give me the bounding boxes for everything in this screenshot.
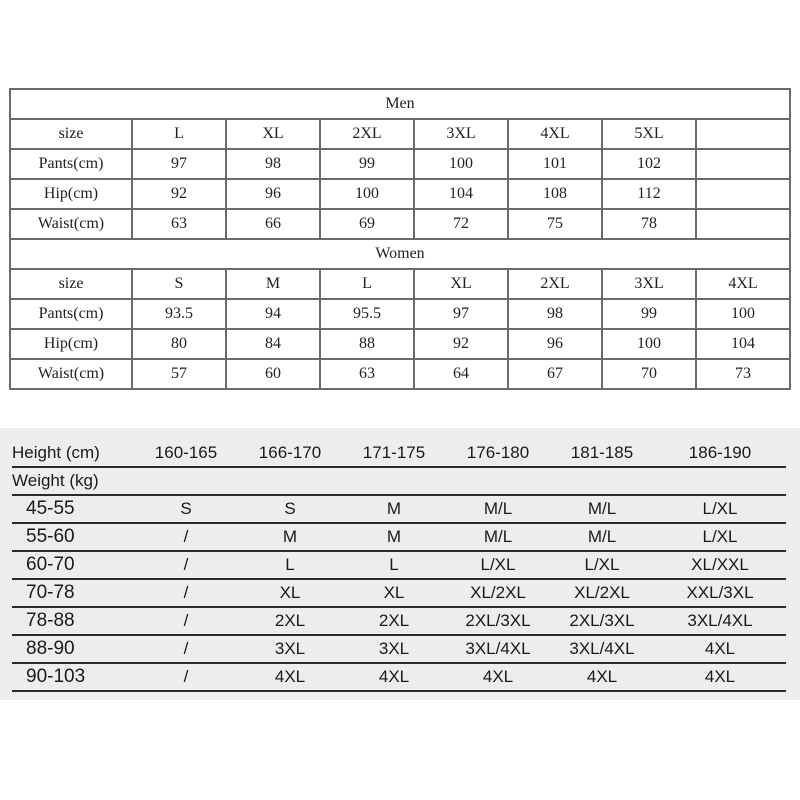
height-range: 160-165	[134, 440, 238, 467]
size-cell: /	[134, 663, 238, 691]
value-cell: 57	[132, 359, 226, 389]
men-pants-row	[10, 149, 790, 179]
row-label: Waist(cm)	[10, 209, 132, 239]
row-label: Waist(cm)	[10, 359, 132, 389]
value-cell: 64	[414, 359, 508, 389]
value-cell: 112	[602, 179, 696, 209]
women-size-cell: M	[226, 269, 320, 299]
value-cell: 75	[508, 209, 602, 239]
weight-row	[12, 635, 786, 663]
size-chart-table	[9, 88, 791, 390]
size-cell: 3XL/4XL	[654, 607, 786, 635]
size-cell: 3XL	[342, 635, 446, 663]
size-cell: 2XL	[342, 607, 446, 635]
value-cell: 98	[226, 149, 320, 179]
value-cell: 100	[602, 329, 696, 359]
women-size-label: size	[10, 269, 132, 299]
women-waist-row	[10, 359, 790, 389]
value-cell: 66	[226, 209, 320, 239]
height-range: 171-175	[342, 440, 446, 467]
height-header-row	[12, 440, 786, 467]
value-cell: 97	[414, 299, 508, 329]
height-weight-table	[12, 440, 786, 692]
men-waist-row	[10, 209, 790, 239]
weight-row	[12, 551, 786, 579]
value-cell: 60	[226, 359, 320, 389]
value-cell: 92	[414, 329, 508, 359]
value-cell: 104	[414, 179, 508, 209]
weight-row	[12, 523, 786, 551]
men-size-row	[10, 119, 790, 149]
row-label: Hip(cm)	[10, 329, 132, 359]
height-range: 186-190	[654, 440, 786, 467]
size-cell: /	[134, 635, 238, 663]
value-cell	[696, 149, 790, 179]
size-cell: /	[134, 523, 238, 551]
size-cell: /	[134, 607, 238, 635]
value-cell: 63	[132, 209, 226, 239]
height-weight-panel	[0, 428, 800, 700]
value-cell: 108	[508, 179, 602, 209]
size-cell: M/L	[550, 523, 654, 551]
women-size-cell: 4XL	[696, 269, 790, 299]
value-cell: 100	[696, 299, 790, 329]
value-cell: 99	[320, 149, 414, 179]
height-range: 176-180	[446, 440, 550, 467]
value-cell: 96	[226, 179, 320, 209]
size-cell: L/XL	[550, 551, 654, 579]
women-hip-row	[10, 329, 790, 359]
size-cell: 4XL	[550, 663, 654, 691]
value-cell: 101	[508, 149, 602, 179]
size-cell: XL	[342, 579, 446, 607]
men-size-cell	[696, 119, 790, 149]
size-cell: XL/2XL	[446, 579, 550, 607]
row-label: Hip(cm)	[10, 179, 132, 209]
value-cell: 94	[226, 299, 320, 329]
value-cell: 97	[132, 149, 226, 179]
women-size-row	[10, 269, 790, 299]
value-cell: 96	[508, 329, 602, 359]
value-cell: 92	[132, 179, 226, 209]
women-size-cell: L	[320, 269, 414, 299]
value-cell: 84	[226, 329, 320, 359]
value-cell: 93.5	[132, 299, 226, 329]
value-cell: 104	[696, 329, 790, 359]
value-cell: 72	[414, 209, 508, 239]
men-section-title: Men	[10, 89, 790, 119]
value-cell: 98	[508, 299, 602, 329]
men-size-cell: 2XL	[320, 119, 414, 149]
size-cell: M	[342, 495, 446, 523]
value-cell: 100	[414, 149, 508, 179]
weight-label-row	[12, 467, 786, 495]
size-cell: M	[342, 523, 446, 551]
size-cell: XXL/3XL	[654, 579, 786, 607]
men-size-label: size	[10, 119, 132, 149]
height-range: 181-185	[550, 440, 654, 467]
women-size-cell: S	[132, 269, 226, 299]
height-range: 166-170	[238, 440, 342, 467]
size-cell: 2XL/3XL	[550, 607, 654, 635]
men-title-row	[10, 89, 790, 119]
size-cell: XL/XXL	[654, 551, 786, 579]
size-cell: S	[238, 495, 342, 523]
men-size-cell: L	[132, 119, 226, 149]
weight-row	[12, 663, 786, 691]
row-label: Pants(cm)	[10, 299, 132, 329]
size-cell: L	[342, 551, 446, 579]
size-cell: 4XL	[654, 663, 786, 691]
size-cell: M/L	[446, 523, 550, 551]
value-cell: 99	[602, 299, 696, 329]
value-cell: 63	[320, 359, 414, 389]
weight-range: 90-103	[12, 663, 134, 691]
size-cell: 4XL	[654, 635, 786, 663]
value-cell	[696, 209, 790, 239]
women-title-row	[10, 239, 790, 269]
men-hip-row	[10, 179, 790, 209]
value-cell: 67	[508, 359, 602, 389]
women-size-cell: 2XL	[508, 269, 602, 299]
size-cell: 3XL/4XL	[446, 635, 550, 663]
weight-range: 78-88	[12, 607, 134, 635]
size-cell: L/XL	[654, 523, 786, 551]
size-cell: L/XL	[654, 495, 786, 523]
size-cell: 4XL	[342, 663, 446, 691]
size-cell: M	[238, 523, 342, 551]
women-size-cell: 3XL	[602, 269, 696, 299]
size-cell: 2XL/3XL	[446, 607, 550, 635]
women-section-title: Women	[10, 239, 790, 269]
men-size-cell: XL	[226, 119, 320, 149]
value-cell: 100	[320, 179, 414, 209]
size-cell: S	[134, 495, 238, 523]
men-size-cell: 3XL	[414, 119, 508, 149]
weight-row	[12, 495, 786, 523]
value-cell: 69	[320, 209, 414, 239]
size-cell: 4XL	[238, 663, 342, 691]
weight-range: 88-90	[12, 635, 134, 663]
women-size-cell: XL	[414, 269, 508, 299]
weight-label: Weight (kg)	[12, 467, 134, 495]
value-cell: 95.5	[320, 299, 414, 329]
weight-range: 60-70	[12, 551, 134, 579]
weight-range: 55-60	[12, 523, 134, 551]
size-cell: XL	[238, 579, 342, 607]
size-cell: 2XL	[238, 607, 342, 635]
size-cell: L	[238, 551, 342, 579]
value-cell: 73	[696, 359, 790, 389]
size-cell: M/L	[446, 495, 550, 523]
women-pants-row	[10, 299, 790, 329]
size-cell: XL/2XL	[550, 579, 654, 607]
size-cell: /	[134, 551, 238, 579]
weight-range: 45-55	[12, 495, 134, 523]
weight-range: 70-78	[12, 579, 134, 607]
weight-row	[12, 579, 786, 607]
size-cell: L/XL	[446, 551, 550, 579]
value-cell: 70	[602, 359, 696, 389]
men-size-cell: 4XL	[508, 119, 602, 149]
value-cell	[696, 179, 790, 209]
value-cell: 78	[602, 209, 696, 239]
size-cell: 3XL/4XL	[550, 635, 654, 663]
row-label: Pants(cm)	[10, 149, 132, 179]
size-cell: M/L	[550, 495, 654, 523]
value-cell: 102	[602, 149, 696, 179]
value-cell: 88	[320, 329, 414, 359]
value-cell: 80	[132, 329, 226, 359]
men-size-cell: 5XL	[602, 119, 696, 149]
size-cell: 3XL	[238, 635, 342, 663]
weight-row	[12, 607, 786, 635]
size-cell: 4XL	[446, 663, 550, 691]
size-cell: /	[134, 579, 238, 607]
height-label: Height (cm)	[12, 440, 134, 467]
